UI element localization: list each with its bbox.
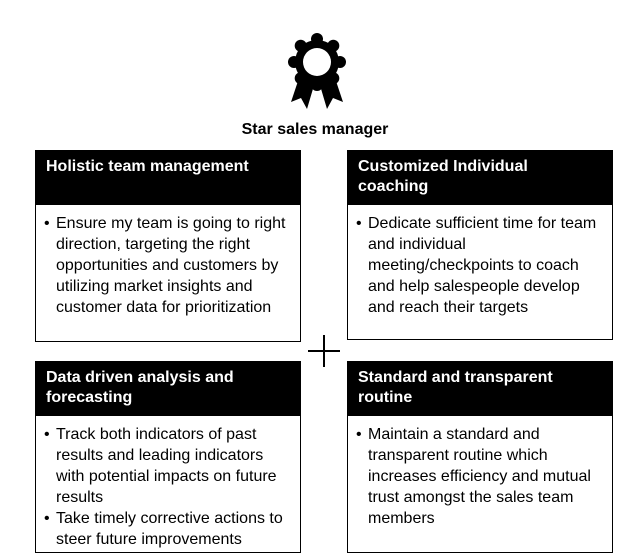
bullet-item: • Maintain a standard and transparent routine which increases efficiency and mutual trust amongst the sales team members — [356, 424, 604, 529]
bullet-item: • Track both indicators of past results and leading indicators with potential impacts on future results — [44, 424, 292, 508]
card-customized-individual-coaching — [347, 150, 613, 340]
card-body — [36, 416, 300, 554]
card-header: Holistic team management — [36, 151, 300, 205]
card-body — [348, 205, 612, 322]
card-data-driven-analysis — [35, 361, 301, 553]
bullet-item: • Dedicate sufficient time for team and individual meeting/checkpoints to coach and help salespeople develop and reach their targets — [356, 213, 604, 318]
card-body — [36, 205, 300, 322]
plus-icon — [308, 335, 340, 367]
bullet-item: • Ensure my team is going to right direction, targeting the right opportunities and customers by utilizing market insights and customer data for prioritization — [44, 213, 292, 318]
card-header: Customized Individual coaching — [348, 151, 612, 205]
card-header: Standard and transparent routine — [348, 362, 612, 416]
card-body — [348, 416, 612, 533]
diagram-title: Star sales manager — [241, 121, 389, 138]
card-header: Data driven analysis and forecasting — [36, 362, 300, 416]
card-standard-transparent-routine — [347, 361, 613, 553]
bullet-item: • Take timely corrective actions to steer future improvements — [44, 508, 292, 550]
award-ribbon-icon — [287, 32, 347, 112]
card-holistic-team-management — [35, 150, 301, 342]
